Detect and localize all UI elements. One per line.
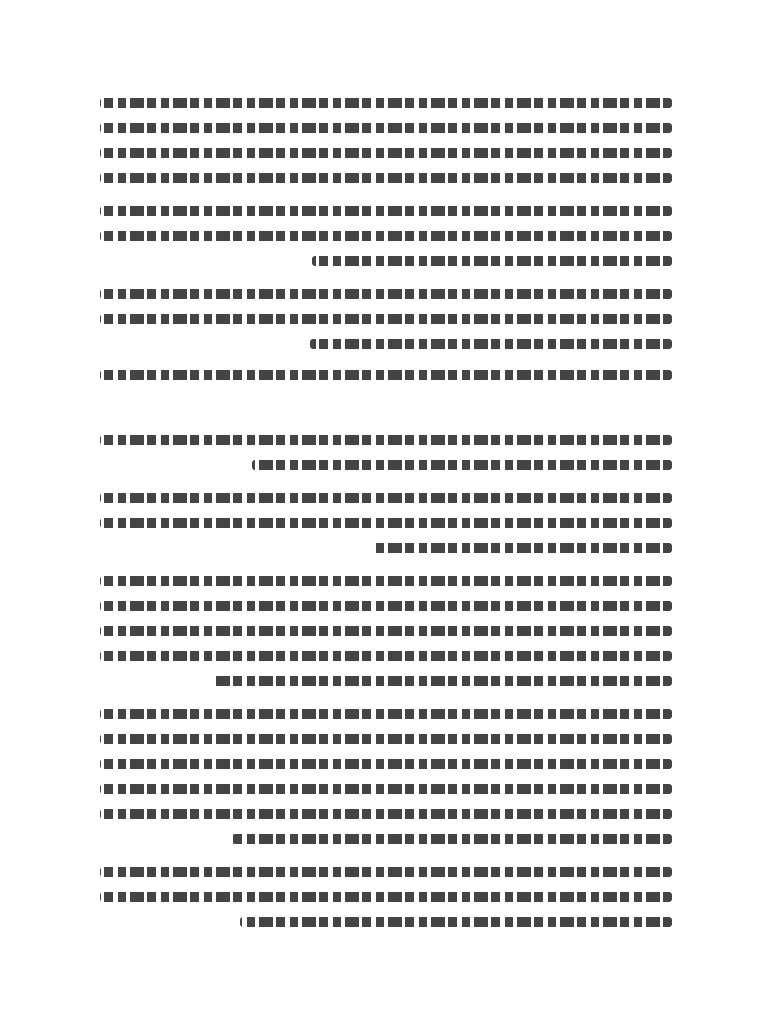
text-line — [100, 454, 672, 476]
body-text — [100, 92, 672, 936]
handwritten-urdu-line — [100, 601, 672, 611]
text-line — [100, 670, 672, 692]
text-line — [100, 333, 672, 355]
text-line — [100, 595, 672, 617]
paragraph — [100, 283, 672, 355]
text-line — [100, 308, 672, 330]
handwritten-urdu-line — [100, 651, 672, 661]
handwritten-urdu-line — [212, 676, 672, 686]
text-line — [100, 886, 672, 908]
handwritten-urdu-line — [100, 759, 672, 769]
paragraph — [100, 570, 672, 692]
handwritten-urdu-line — [100, 576, 672, 586]
handwritten-urdu-line — [100, 98, 672, 108]
text-line — [100, 728, 672, 750]
text-line — [100, 803, 672, 825]
text-line — [100, 620, 672, 642]
paragraph — [100, 364, 672, 386]
text-line — [100, 117, 672, 139]
text-line — [100, 537, 672, 559]
handwritten-urdu-line — [100, 148, 672, 158]
text-line — [100, 225, 672, 247]
paragraph — [100, 92, 672, 189]
handwritten-urdu-line — [100, 626, 672, 636]
handwritten-urdu-line — [100, 734, 672, 744]
text-line — [100, 167, 672, 189]
handwritten-urdu-line — [100, 206, 672, 216]
paragraph — [100, 200, 672, 272]
handwritten-urdu-line — [100, 435, 672, 445]
text-line — [100, 753, 672, 775]
text-line — [100, 703, 672, 725]
handwritten-urdu-line — [252, 460, 672, 470]
paragraph — [100, 703, 672, 850]
text-line — [100, 778, 672, 800]
handwritten-urdu-line — [100, 867, 672, 877]
paragraph — [100, 429, 672, 476]
text-line — [100, 487, 672, 509]
handwritten-urdu-line — [100, 709, 672, 719]
handwritten-urdu-line — [232, 834, 672, 844]
paragraph — [100, 487, 672, 559]
handwritten-urdu-line — [100, 123, 672, 133]
handwritten-urdu-line — [100, 173, 672, 183]
text-line — [100, 250, 672, 272]
text-line — [100, 911, 672, 933]
text-line — [100, 92, 672, 114]
handwritten-urdu-line — [240, 917, 672, 927]
handwritten-urdu-line — [312, 256, 672, 266]
handwritten-urdu-line — [100, 892, 672, 902]
handwritten-urdu-line — [100, 289, 672, 299]
handwritten-urdu-line — [100, 518, 672, 528]
paragraph — [100, 861, 672, 933]
text-line — [100, 364, 672, 386]
handwritten-urdu-line — [100, 370, 672, 380]
handwritten-urdu-line — [100, 784, 672, 794]
text-line — [100, 645, 672, 667]
text-line — [100, 429, 672, 451]
text-line — [100, 570, 672, 592]
handwritten-urdu-line — [100, 493, 672, 503]
text-line — [100, 828, 672, 850]
text-line — [100, 200, 672, 222]
handwritten-urdu-line — [100, 809, 672, 819]
handwritten-urdu-line — [100, 231, 672, 241]
handwritten-urdu-line — [100, 314, 672, 324]
handwritten-urdu-line — [310, 339, 672, 349]
text-line — [100, 512, 672, 534]
text-line — [100, 861, 672, 883]
text-line — [100, 283, 672, 305]
handwritten-urdu-line — [372, 543, 672, 553]
text-line — [100, 142, 672, 164]
